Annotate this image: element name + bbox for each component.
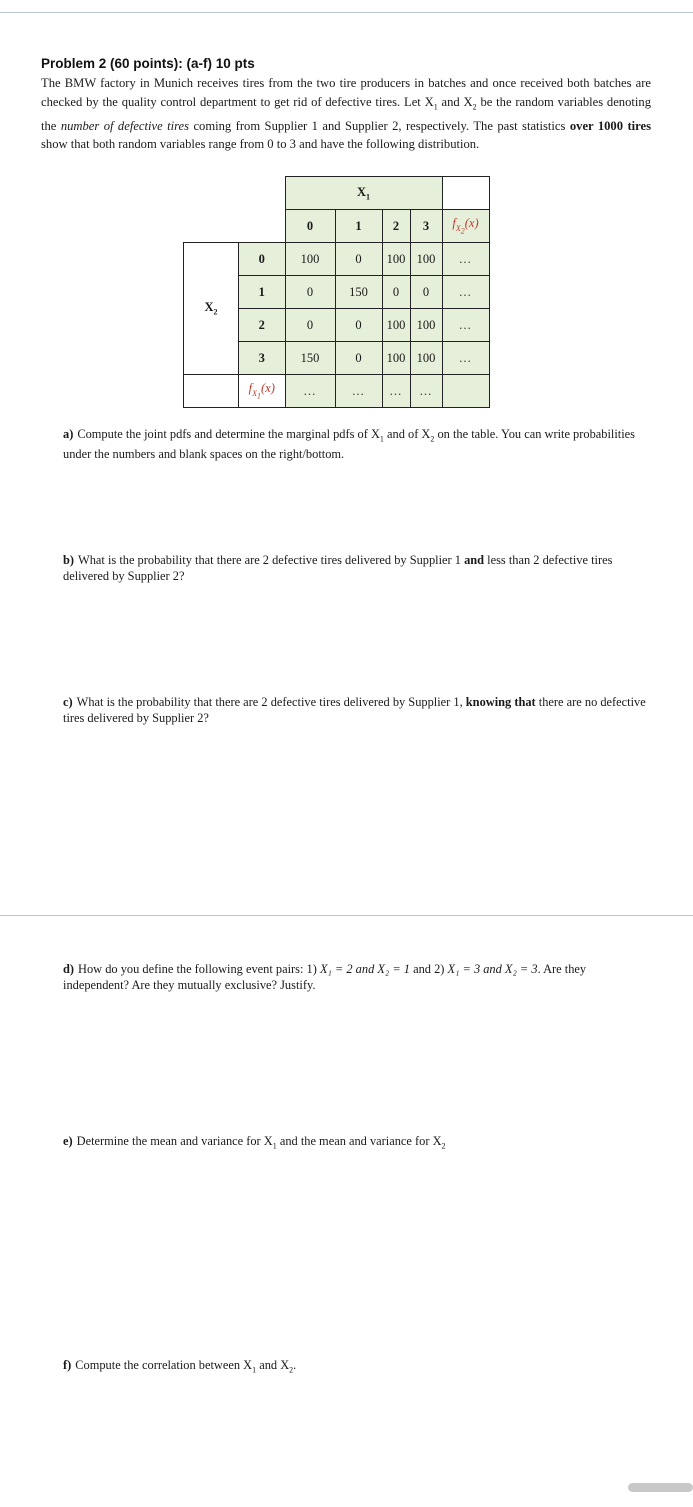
cell: 100 bbox=[410, 342, 442, 375]
cell: 100 bbox=[285, 243, 335, 276]
problem-intro: The BMW factory in Munich receives tires from the two tire producers in batches and once received both batches are checked by the quality control department to get rid of defective tires. Let $X_1$ and $X_2$ be the random variables denoting the number of defective tires coming from Supplier 1 and Supplier 2, respectively. The past statistics over 1000 tires show that both random variables range from 0 to 3 and have the following distribution. bbox=[41, 76, 651, 152]
cell: 0 bbox=[335, 243, 382, 276]
marginal-x2-header: $f_{X_2}(x)$ bbox=[442, 210, 489, 243]
question-b: b) What is the probability that there are 2 defective tires delivered by Supplier 1 and less than 2 defective tires delivered by Supplier 2? bbox=[63, 553, 613, 583]
cell: 0 bbox=[285, 276, 335, 309]
question-e: e) Determine the mean and variance for $X_1$ and the mean and variance for $X_2$ bbox=[63, 1134, 446, 1151]
cell: 100 bbox=[382, 309, 410, 342]
row-header-1: 1 bbox=[239, 276, 286, 309]
distribution-table bbox=[183, 176, 490, 408]
row-var-header: $X_2$ bbox=[184, 243, 239, 375]
row-header-0: 0 bbox=[239, 243, 286, 276]
cell: 150 bbox=[335, 276, 382, 309]
scrollbar-thumb[interactable] bbox=[628, 1483, 693, 1492]
cell: 0 bbox=[285, 309, 335, 342]
cell: 100 bbox=[410, 243, 442, 276]
cell: 0 bbox=[335, 309, 382, 342]
cell: 0 bbox=[410, 276, 442, 309]
col-header-1: 1 bbox=[335, 210, 382, 243]
marginal-cell: … bbox=[442, 243, 489, 276]
marginal-cell: … bbox=[335, 375, 382, 408]
col-var-header: $X_1$ bbox=[285, 177, 442, 210]
cell: 100 bbox=[382, 243, 410, 276]
cell: 0 bbox=[335, 342, 382, 375]
question-c: c) What is the probability that there are 2 defective tires delivered by Supplier 1, knowing that there are no defective tires delivered by Supplier 2? bbox=[63, 695, 646, 725]
page-break-divider bbox=[0, 915, 693, 916]
marginal-cell: … bbox=[382, 375, 410, 408]
col-header-3: 3 bbox=[410, 210, 442, 243]
cell: 100 bbox=[410, 309, 442, 342]
marginal-cell: … bbox=[442, 309, 489, 342]
col-header-0: 0 bbox=[285, 210, 335, 243]
row-header-3: 3 bbox=[239, 342, 286, 375]
marginal-x1-header: $f_{X_1}(x)$ bbox=[239, 375, 286, 408]
problem-title: Problem 2 (60 points): (a-f) 10 pts bbox=[41, 56, 255, 71]
question-a: a) Compute the joint pdfs and determine the marginal pdfs of $X_1$ and of $X_2$ on the table. You can write probabilities under the numbers and blank spaces on the right/bottom. bbox=[63, 427, 635, 461]
marginal-cell: … bbox=[285, 375, 335, 408]
cell: 100 bbox=[382, 342, 410, 375]
cell: 0 bbox=[382, 276, 410, 309]
row-header-2: 2 bbox=[239, 309, 286, 342]
marginal-cell: … bbox=[442, 276, 489, 309]
marginal-cell: … bbox=[442, 342, 489, 375]
question-f: f) Compute the correlation between $X_1$ and $X_2$. bbox=[63, 1358, 297, 1375]
col-header-2: 2 bbox=[382, 210, 410, 243]
question-d: d) How do you define the following event pairs: 1) X₁ = 2 and X₂ = 1 and 2) X₁ = 3 and X₂ = 3. Are they independent? Are they mutually exclusive? Justify. bbox=[63, 962, 587, 992]
marginal-cell: … bbox=[410, 375, 442, 408]
top-divider bbox=[0, 12, 693, 13]
cell: 150 bbox=[285, 342, 335, 375]
